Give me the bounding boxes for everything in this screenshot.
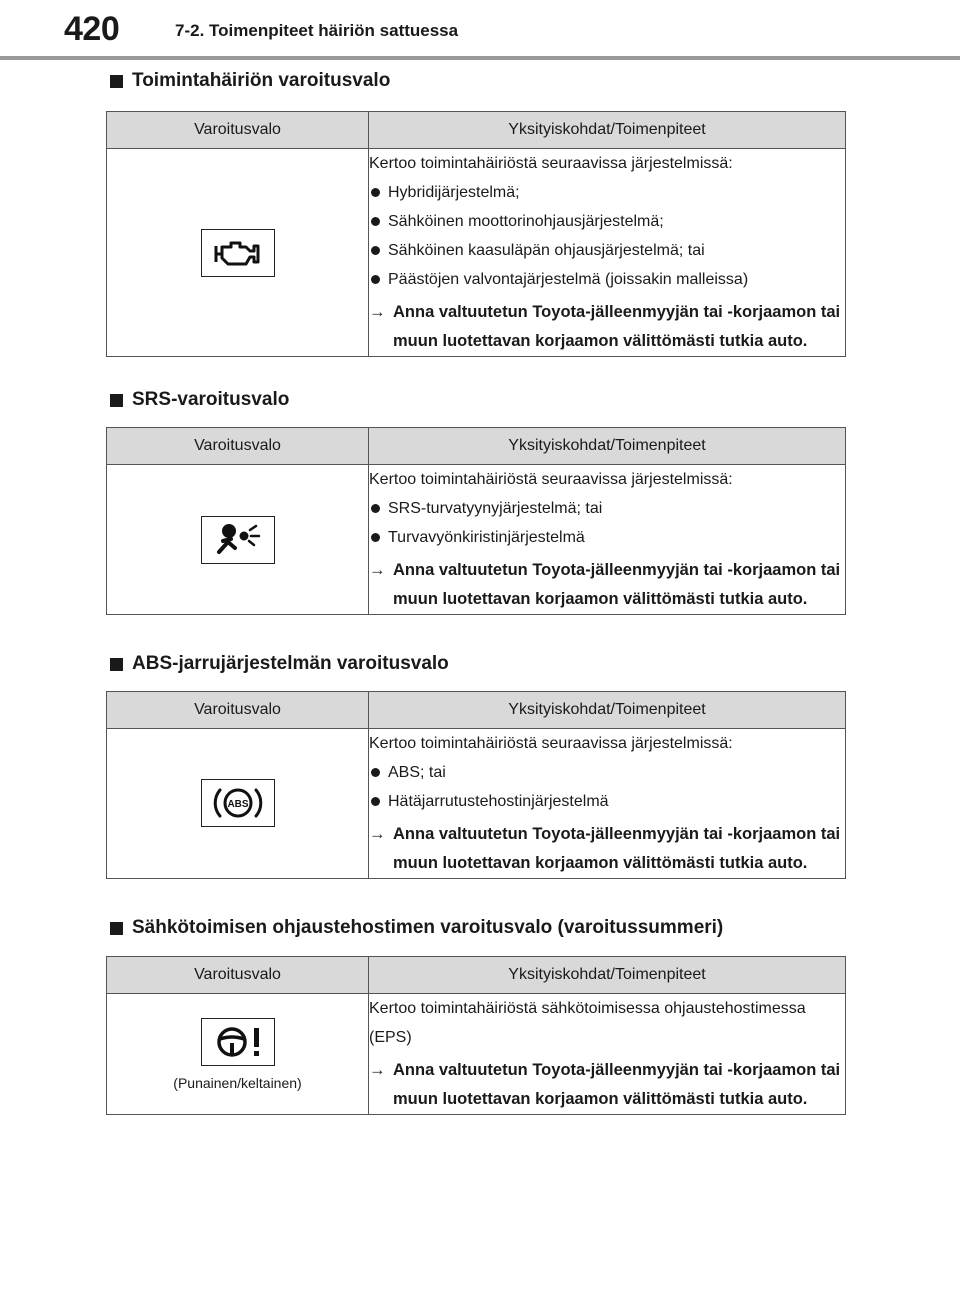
action-text: Anna valtuutetun Toyota-jälleenmyyjän tai -korjaamon tai muun luotettavan korjaamon välittömästi tutkia auto. — [393, 303, 841, 350]
details-cell — [369, 465, 846, 615]
details-cell — [369, 149, 846, 357]
intro-text: Kertoo toimintahäiriöstä sähkötoimisessa ohjaustehostimessa (EPS) — [369, 1000, 806, 1046]
column-header-light: Varoitusvalo — [107, 692, 369, 729]
list-item: Sähköinen moottorinohjausjärjestelmä; — [369, 207, 845, 236]
action-text: Anna valtuutetun Toyota-jälleenmyyjän tai -korjaamon tai muun luotettavan korjaamon välittömästi tutkia auto. — [393, 561, 841, 608]
intro-text: Kertoo toimintahäiriöstä seuraavissa järjestelmissä: — [369, 155, 733, 172]
abs-icon-text: ABS — [226, 799, 249, 810]
arrow-icon: → — [369, 825, 386, 843]
section-title-text: SRS-varoitusvalo — [132, 389, 290, 410]
details-cell — [369, 994, 846, 1115]
abs-icon — [201, 779, 275, 827]
section-title-text: Sähkötoimisen ohjaustehostimen varoitusvalo (varoitussummeri) — [132, 917, 724, 938]
list-item: Sähköinen kaasuläpän ohjausjärjestelmä; tai — [369, 236, 845, 265]
section-title-eps — [110, 917, 723, 939]
warning-light-cell — [107, 994, 369, 1115]
section-title-text: ABS-jarrujärjestelmän varoitusvalo — [132, 653, 449, 674]
column-header-details: Yksityiskohdat/Toimenpiteet — [369, 112, 846, 149]
intro-text: Kertoo toimintahäiriöstä seuraavissa järjestelmissä: — [369, 471, 733, 488]
section-title-text: Toimintahäiriön varoitusvalo — [132, 70, 391, 91]
list-item: Hätäjarrutustehostinjärjestelmä — [369, 787, 845, 816]
bullet-icon — [371, 275, 380, 284]
section-square-icon — [110, 658, 123, 671]
warning-light-cell — [107, 149, 369, 357]
power-steering-icon — [201, 1018, 275, 1066]
action-instruction — [369, 556, 845, 614]
warning-table-srs — [106, 427, 846, 615]
warning-table-malfunction — [106, 111, 846, 357]
details-cell — [369, 729, 846, 879]
list-item: Päästöjen valvontajärjestelmä (joissakin malleissa) — [369, 265, 845, 294]
list-item: SRS-turvatyynyjärjestelmä; tai — [369, 494, 845, 523]
action-text: Anna valtuutetun Toyota-jälleenmyyjän tai -korjaamon tai muun luotettavan korjaamon välittömästi tutkia auto. — [393, 825, 841, 872]
bullet-icon — [371, 504, 380, 513]
list-item: Hybridijärjestelmä; — [369, 178, 845, 207]
bullet-icon — [371, 246, 380, 255]
column-header-light: Varoitusvalo — [107, 428, 369, 465]
column-header-light: Varoitusvalo — [107, 957, 369, 994]
section-square-icon — [110, 922, 123, 935]
warning-table-abs — [106, 691, 846, 879]
action-instruction — [369, 1056, 845, 1114]
bullet-icon — [371, 768, 380, 777]
page-number: 420 — [64, 10, 120, 48]
section-title-malfunction — [110, 70, 390, 92]
action-instruction — [369, 298, 845, 356]
action-instruction — [369, 820, 845, 878]
warning-table-eps — [106, 956, 846, 1115]
intro-text: Kertoo toimintahäiriöstä seuraavissa järjestelmissä: — [369, 735, 733, 752]
column-header-details: Yksityiskohdat/Toimenpiteet — [369, 692, 846, 729]
arrow-icon: → — [369, 1061, 386, 1079]
column-header-light: Varoitusvalo — [107, 112, 369, 149]
airbag-icon — [201, 516, 275, 564]
icon-caption: (Punainen/keltainen) — [173, 1074, 302, 1091]
header-divider — [0, 56, 960, 60]
list-item: Turvavyönkiristinjärjestelmä — [369, 523, 845, 552]
check-engine-icon — [201, 229, 275, 277]
action-text: Anna valtuutetun Toyota-jälleenmyyjän tai -korjaamon tai muun luotettavan korjaamon välittömästi tutkia auto. — [393, 1061, 841, 1108]
list-item: ABS; tai — [369, 758, 845, 787]
warning-light-cell — [107, 465, 369, 615]
chapter-title: 7-2. Toimenpiteet häiriön sattuessa — [175, 21, 459, 40]
section-square-icon — [110, 75, 123, 88]
warning-light-cell — [107, 729, 369, 879]
column-header-details: Yksityiskohdat/Toimenpiteet — [369, 957, 846, 994]
bullet-icon — [371, 188, 380, 197]
bullet-icon — [371, 533, 380, 542]
bullet-icon — [371, 797, 380, 806]
section-title-abs — [110, 653, 449, 675]
arrow-icon: → — [369, 303, 386, 321]
arrow-icon: → — [369, 561, 386, 579]
section-title-srs — [110, 389, 289, 411]
section-square-icon — [110, 394, 123, 407]
column-header-details: Yksityiskohdat/Toimenpiteet — [369, 428, 846, 465]
bullet-icon — [371, 217, 380, 226]
page-header — [0, 0, 960, 62]
